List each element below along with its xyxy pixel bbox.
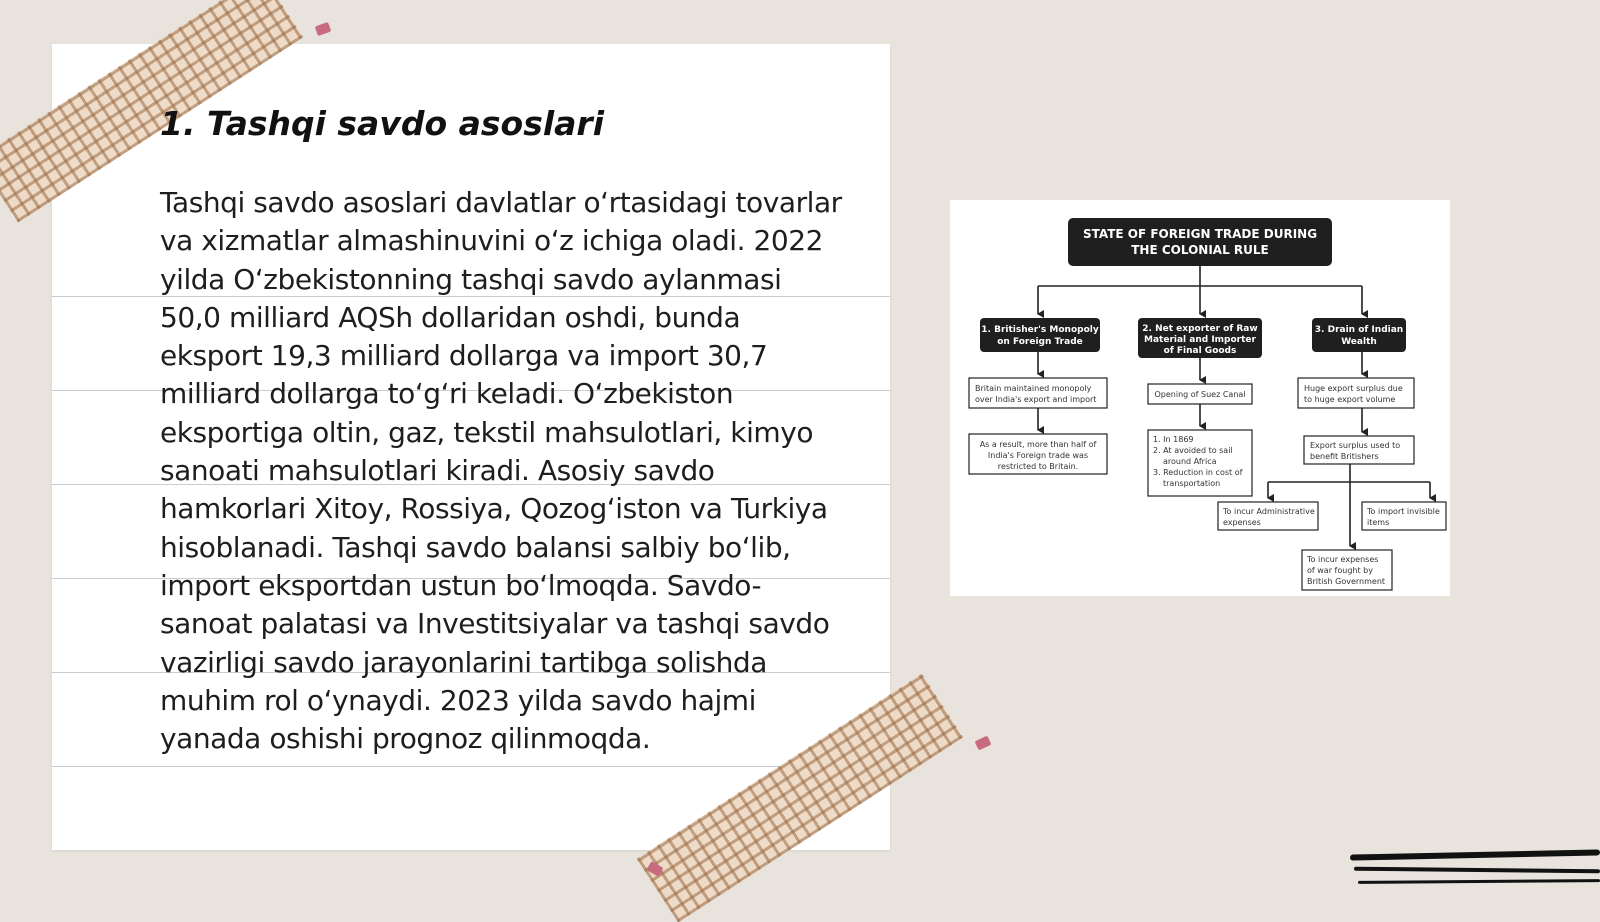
decorative-stroke <box>1358 879 1600 884</box>
flowchart-figure <box>950 200 1450 596</box>
flowchart-svg <box>950 200 1450 596</box>
col3-header-text: 3. Drain of Indian <box>1314 325 1404 335</box>
root-label-line1: STATE OF FOREIGN TRADE DURING <box>1082 227 1318 241</box>
col3-leaf-right-text: items <box>1367 518 1390 527</box>
col2-header-text: of Final Goods <box>1163 346 1237 356</box>
col3-box1-text: Huge export surplus due <box>1304 384 1403 393</box>
col2-box2-text: transportation <box>1163 479 1221 488</box>
col3-leaf-left-text: expenses <box>1223 518 1261 527</box>
paper-rule <box>52 766 890 767</box>
tape-tab <box>315 22 332 36</box>
col1-box2-text: India's Foreign trade was <box>987 451 1089 460</box>
slide-body-text: Tashqi savdo asoslari davlatlar oʻrtasidagi tovarlar va xizmatlar almashinuvini oʻz ichiga oladi. 2022 yilda Oʻzbekistonning tashqi savdo aylanmasi 50,0 milliard AQSh dollaridan oshdi, bunda eksport 19,3 milliard dollarga va import 30,7 milliard dollarga toʻgʻri keladi. Oʻzbekiston eksportiga oltin, gaz, tekstil mahsulotlari, kimyo sanoati mahsulotlari kiradi. Asosiy savdo hamkorlari Xitoy, Rossiya, Qozogʻiston va Turkiya hisoblanadi. Tashqi savdo balansi salbiy boʻlib, import eksportdan ustun boʻlmoqda. Savdo-sanoat palatasi va Investitsiyalar va tashqi savdo vazirligi savdo jarayonlarini tartibga solishda muhim rol oʻynaydi. 2023 yilda savdo hajmi yanada oshishi prognoz qilinmoqda. <box>160 186 842 756</box>
col3-leaf-bottom-text: To incur expenses <box>1307 555 1379 564</box>
col3-leaf-right-text: To import invisible <box>1367 507 1440 516</box>
col1-box2-text: As a result, more than half of <box>979 440 1097 449</box>
col3-leaf-left-text: To incur Administrative <box>1223 507 1315 516</box>
col2-box2-text: around Africa <box>1163 457 1217 466</box>
col2-header-text: 2. Net exporter of Raw <box>1142 324 1258 334</box>
col2-box1-text: Opening of Suez Canal <box>1154 390 1246 399</box>
decorative-stroke <box>1354 867 1600 874</box>
root-label-line2: THE COLONIAL RULE <box>1131 243 1269 257</box>
col2-box2-text: 3. Reduction in cost of <box>1153 468 1243 477</box>
tape-tab <box>975 736 992 751</box>
col1-box1-text: Britain maintained monopoly <box>975 384 1092 393</box>
col3-box1-text: to huge export volume <box>1304 395 1396 404</box>
col3-box2-text: Export surplus used to <box>1310 441 1401 450</box>
col2-header-text: Material and Importer <box>1144 335 1256 345</box>
col3-leaf-bottom-text: British Government <box>1307 577 1386 586</box>
col3-header-text: Wealth <box>1341 337 1377 347</box>
col2-box2-text: 1. In 1869 <box>1153 435 1194 444</box>
col1-box2-text: restricted to Britain. <box>997 462 1079 471</box>
decorative-stroke <box>1350 849 1600 860</box>
col1-box1-text: over India's export and import <box>975 395 1097 404</box>
slide-title: 1. Tashqi savdo asoslari <box>160 104 605 143</box>
col3-leaf-bottom-text: of war fought by <box>1307 566 1373 575</box>
flowchart-root-box <box>1068 218 1332 266</box>
col3-box2-text: benefit Britishers <box>1310 452 1379 461</box>
col2-box2-text: 2. At avoided to sail <box>1153 446 1233 455</box>
col1-header-text: 1. Britisher's Monopoly <box>981 325 1099 335</box>
col1-header-text: on Foreign Trade <box>997 337 1083 347</box>
